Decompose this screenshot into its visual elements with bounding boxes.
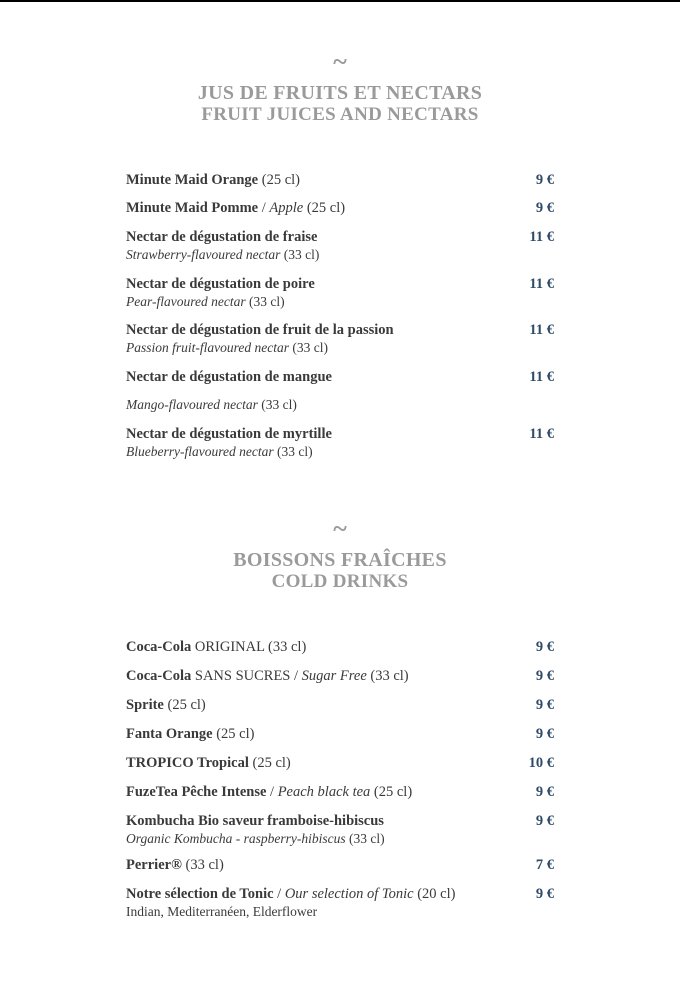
menu-item xyxy=(126,228,554,263)
item-name: Coca-Cola xyxy=(126,668,192,684)
menu-item xyxy=(126,696,554,714)
menu-item xyxy=(126,754,554,772)
item-name: Kombucha Bio saveur framboise-hibiscus xyxy=(126,813,384,829)
item-volume: (25 cl) xyxy=(212,726,255,742)
section-fruit-juices xyxy=(0,47,680,126)
menu-item xyxy=(126,638,554,656)
item-volume: (25 cl) xyxy=(248,755,291,771)
item-price: 9 € xyxy=(535,886,554,902)
item-price: 9 € xyxy=(535,172,554,188)
item-name-en: Peach black tea xyxy=(277,784,371,800)
item-price: 9 € xyxy=(535,726,554,742)
item-price: 9 € xyxy=(535,639,554,655)
item-name-en: Apple xyxy=(269,200,304,216)
item-price: 10 € xyxy=(528,755,554,771)
item-name-en: Sugar Free xyxy=(301,668,367,684)
item-name-plain: ORIGINAL xyxy=(191,639,265,655)
item-volume: (33 cl) xyxy=(280,247,320,262)
item-volume: (25 cl) xyxy=(163,697,206,713)
item-price: 9 € xyxy=(535,697,554,713)
item-separator: / xyxy=(266,784,278,800)
item-price: 11 € xyxy=(529,369,554,385)
menu-item xyxy=(126,667,554,685)
menu-item xyxy=(126,425,554,460)
item-name: Nectar de dégustation de fruit de la passion xyxy=(126,322,394,338)
item-name: Sprite xyxy=(126,697,164,713)
item-name: Coca-Cola xyxy=(126,639,192,655)
menu-item xyxy=(126,321,554,356)
item-subtitle: Blueberry-flavoured nectar xyxy=(126,444,274,459)
item-price: 11 € xyxy=(529,229,554,245)
item-volume: (25 cl) xyxy=(303,200,346,216)
item-name: Nectar de dégustation de mangue xyxy=(126,369,332,385)
item-name: Minute Maid Pomme xyxy=(126,200,259,216)
item-name: Notre sélection de Tonic xyxy=(126,886,274,902)
item-volume: (33 cl) xyxy=(345,831,385,846)
item-name: FuzeTea Pêche Intense xyxy=(126,784,267,800)
item-volume: (25 cl) xyxy=(370,784,413,800)
item-price: 7 € xyxy=(535,857,554,873)
item-subtitle: Mango-flavoured nectar xyxy=(126,397,258,412)
item-subtitle: Passion fruit-flavoured nectar xyxy=(126,340,289,355)
item-options: Indian, Mediterranéen, Elderflower xyxy=(126,904,318,919)
item-volume: (33 cl) xyxy=(264,639,307,655)
menu-item xyxy=(126,275,554,310)
section-title-fr: BOISSONS FRAÎCHES xyxy=(233,549,447,571)
item-volume: (33 cl) xyxy=(181,857,224,873)
item-separator: / xyxy=(273,886,285,902)
menu-item xyxy=(126,171,554,189)
item-price: 9 € xyxy=(535,668,554,684)
item-separator: / xyxy=(290,668,302,684)
item-price: 9 € xyxy=(535,200,554,216)
item-name: Nectar de dégustation de fraise xyxy=(126,229,318,245)
section-title-en: FRUIT JUICES AND NECTARS xyxy=(201,104,479,125)
item-subtitle: Organic Kombucha - raspberry-hibiscus xyxy=(126,831,346,846)
section-title-fr: JUS DE FRUITS ET NECTARS xyxy=(197,82,483,104)
menu-item xyxy=(126,885,554,920)
item-volume: (33 cl) xyxy=(366,668,409,684)
menu-item xyxy=(126,783,554,801)
item-price: 9 € xyxy=(535,784,554,800)
item-volume: (33 cl) xyxy=(257,397,297,412)
item-volume: (33 cl) xyxy=(288,340,328,355)
item-name: Minute Maid Orange xyxy=(126,172,259,188)
item-name-plain: SANS SUCRES xyxy=(191,668,291,684)
item-name-en: Our selection of Tonic xyxy=(284,886,414,902)
menu-item xyxy=(126,856,554,874)
menu-item xyxy=(126,368,554,413)
item-name: Perrier® xyxy=(126,857,182,873)
menu-item xyxy=(126,725,554,743)
item-name: Fanta Orange xyxy=(126,726,213,742)
ornament-tilde-icon: ~ xyxy=(333,47,347,76)
item-price: 11 € xyxy=(529,276,554,292)
item-price: 11 € xyxy=(529,426,554,442)
menu-item xyxy=(126,199,554,217)
item-name: Nectar de dégustation de myrtille xyxy=(126,426,332,442)
item-separator: / xyxy=(258,200,270,216)
menu-item xyxy=(126,812,554,847)
section-title-en: COLD DRINKS xyxy=(271,571,409,592)
item-subtitle: Strawberry-flavoured nectar xyxy=(126,247,281,262)
item-name: Nectar de dégustation de poire xyxy=(126,276,315,292)
item-price: 9 € xyxy=(535,813,554,829)
item-volume: (33 cl) xyxy=(273,444,313,459)
item-name: TROPICO Tropical xyxy=(126,755,249,771)
item-volume: (25 cl) xyxy=(258,172,300,188)
section-cold-drinks xyxy=(0,514,680,593)
item-subtitle: Pear-flavoured nectar xyxy=(126,294,246,309)
ornament-tilde-icon: ~ xyxy=(333,514,347,543)
item-volume: (20 cl) xyxy=(413,886,456,902)
top-border xyxy=(0,0,680,2)
item-price: 11 € xyxy=(529,322,554,338)
item-volume: (33 cl) xyxy=(245,294,285,309)
